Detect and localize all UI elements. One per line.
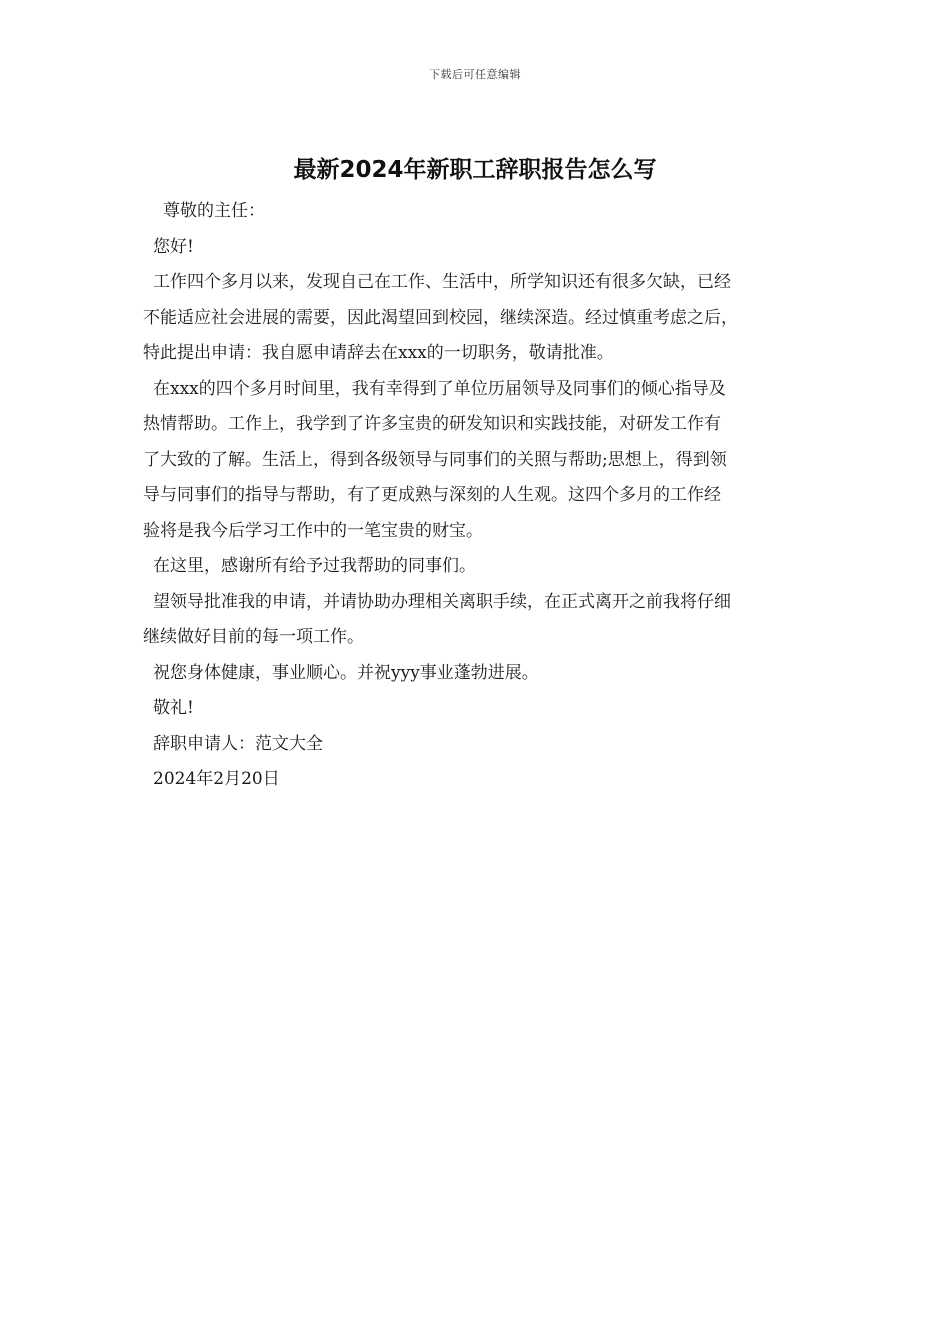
paragraph-line: 在xxx的四个多月时间里，我有幸得到了单位历届领导及同事们的倾心指导及 [153,378,726,399]
paragraph-2 [143,372,823,550]
paragraph-3 [143,549,823,585]
paragraph-4 [143,585,823,656]
signature: 辞职申请人：范文大全 [153,733,323,754]
header-note: 下载后可任意编辑 [429,68,521,81]
paragraph-line: 继续做好目前的每一项工作。 [143,627,364,647]
paragraph-line: 祝您身体健康，事业顺心。并祝yyy事业蓬勃进展。 [153,662,539,683]
paragraph-line: 导与同事们的指导与帮助，有了更成熟与深刻的人生观。这四个多月的工作经 [143,485,721,505]
paragraph-line: 望领导批准我的申请，并请协助办理相关离职手续，在正式离开之前我将仔细 [153,591,731,612]
paragraph-line: 验将是我今后学习工作中的一笔宝贵的财宝。 [143,520,483,541]
paragraph-1 [143,265,823,372]
salutation: 尊敬的主任： [163,201,265,221]
closing: 敬礼! [153,698,194,718]
paragraph-line: 热情帮助。工作上，我学到了许多宝贵的研发知识和实践技能，对研发工作有 [143,414,721,434]
paragraph-line: 特此提出申请：我自愿申请辞去在xxx的一切职务，敬请批准。 [143,343,614,363]
paragraph-line: 工作四个多月以来，发现自己在工作、生活中，所学知识还有很多欠缺，已经 [153,272,731,292]
date: 2024年2月20日 [153,769,280,789]
letter-body [143,194,823,798]
paragraph-line: 不能适应社会进展的需要，因此渴望回到校园，继续深造。经过慎重考虑之后， [143,307,738,328]
greeting: 您好! [153,236,194,257]
paragraph-line: 在这里，感谢所有给予过我帮助的同事们。 [153,556,476,576]
document-title: 最新2024年新职工辞职报告怎么写 [293,157,657,183]
paragraph-5 [143,656,823,692]
paragraph-line: 了大致的了解。生活上，得到各级领导与同事们的关照与帮助;思想上，得到领 [143,449,727,470]
